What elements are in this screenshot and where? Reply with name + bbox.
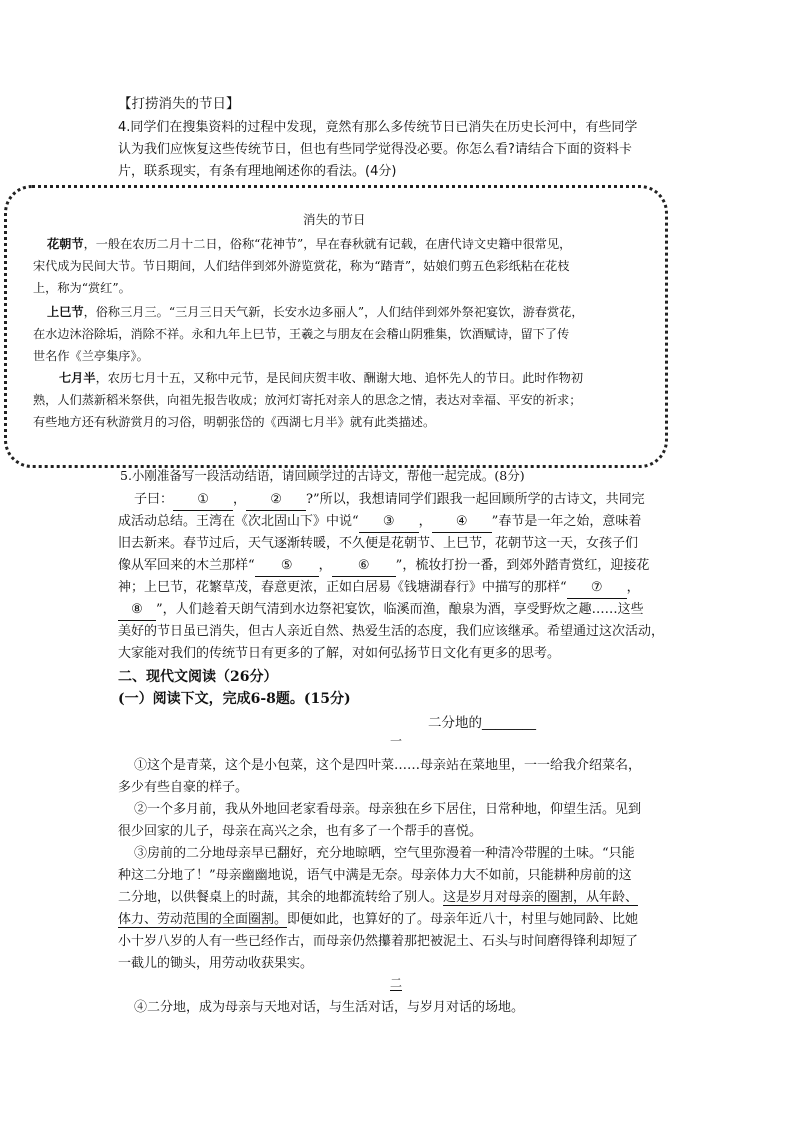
card-p2-line-3: 世名作《兰亭集序》。 xyxy=(33,349,149,363)
section-two-marker xyxy=(390,973,402,994)
card-p2-line-1 xyxy=(47,302,584,322)
underlined-sentence: 这是岁月对母亲的圈割，从年龄、 xyxy=(443,890,639,905)
article-title xyxy=(428,713,536,734)
para2-line-2: 很少回家的儿子，母亲在高兴之余，也有多了一个帮手的喜悦。 xyxy=(118,824,483,839)
para3-line-6: 一截儿的锄头，用劳动收获果实。 xyxy=(118,956,314,971)
card-p2-line-2: 在水边沐浴除垢，消除不祥。永和九年上巳节，王羲之与朋友在会稽山阴雅集，饮酒赋诗，留下了传 xyxy=(33,327,570,341)
q5-text: 成活动总结。王湾在《次北固山下》中说“ xyxy=(118,514,359,529)
part2-subheading: (一）阅读下文，完成6-8题。(15分) xyxy=(118,691,351,707)
blank-6[interactable]: ⑥ xyxy=(332,555,396,577)
q5-text: ”，梳妆打扮一番，到郊外踏青赏红，迎接花 xyxy=(395,558,650,573)
blank-2[interactable]: ② xyxy=(246,489,306,511)
q4-line-3: 片，联系现实，有条有理地阐述你的看法。(4分) xyxy=(118,164,397,179)
card-text: ，一般在农历二月十二日，俗称“花神节”，早在春秋就有记载，在唐代诗文史籍中很常见， xyxy=(83,237,572,251)
q5-line-2 xyxy=(118,511,641,533)
resource-card xyxy=(4,185,668,468)
section-one-marker: 一 xyxy=(390,734,403,748)
section-heading: 【打捞消失的节日】 xyxy=(118,96,240,112)
q5-text: 神；上巳节，花繁草茂，春意更浓，正如白居易《钱塘湖春行》中描写的那样“ xyxy=(118,580,567,595)
card-p1-line-3: 上，称为“赏红”。 xyxy=(33,281,131,295)
q5-text: ， xyxy=(233,492,247,507)
q5-line-7: 美好的节日虽已消失，但古人亲近自然、热爱生活的态度，我们应该继承。希望通过这次活动， xyxy=(118,624,665,639)
para3-text: 二分地，以供餐桌上的时蔬，其余的地都流转给了别人。 xyxy=(118,890,444,905)
q5-text: ， xyxy=(626,580,640,595)
blank-4[interactable]: ④ xyxy=(432,511,492,533)
para1-line-1: ①这个是青菜，这个是小包菜，这个是四叶菜……母亲站在菜地里，一一给我介绍菜名， xyxy=(134,758,642,773)
q5-text: ， xyxy=(418,514,432,529)
article-title-text: 二分地的 xyxy=(428,715,482,731)
para3-line-3 xyxy=(118,887,638,908)
card-text: ，农历七月十五，又称中元节，是民间庆贺丰收、酬谢大地、追怀先人的节日。此时作物初 xyxy=(95,371,584,385)
q5-text: ?”所以，我想请同学们跟我一起回顾所学的古诗文，共同完 xyxy=(306,492,645,507)
q4-line-2: 认为我们应恢复这些传统节日，但也有些同学觉得没必要。你怎么看?请结合下面的资料卡 xyxy=(118,142,632,157)
q5-line-1 xyxy=(134,489,645,511)
q5-text: 子曰： xyxy=(134,492,174,507)
q5-line-4 xyxy=(118,555,649,577)
card-p1-line-1 xyxy=(47,234,571,254)
q5-text: ， xyxy=(318,558,332,573)
q5-partial-line: 5.小刚准备写一段活动结语，请回顾学过的古诗文，帮他一起完成。(8分) xyxy=(120,468,525,483)
para3-line-4 xyxy=(118,909,638,930)
blank-8[interactable]: ⑧ xyxy=(118,599,156,621)
para3-line-1: ③房前的二分地母亲早已翻好，充分地晾晒，空气里弥漫着一种清冷带腥的土味。“只能 xyxy=(134,846,635,861)
card-term-qiyueban: 七月半 xyxy=(59,371,96,385)
para3-line-5: 小十岁八岁的人有一些已经作古，而母亲仍然攥着那把被泥土、石头与时间磨得锋利却短了 xyxy=(118,934,639,949)
para4-line-1: ④二分地，成为母亲与天地对话，与生活对话，与岁月对话的场地。 xyxy=(134,1000,525,1015)
q5-line-8: 大家能对我们的传统节日有更多的了解，对如何弘扬节日文化有更多的思考。 xyxy=(118,646,561,661)
q5-line-5 xyxy=(118,577,640,599)
card-p3-line-2: 熟，人们蒸新稻米祭供，向祖先报告收成；放河灯寄托对亲人的思念之情，表达对幸福、平安的祈求； xyxy=(33,393,582,407)
blank-5[interactable]: ⑤ xyxy=(255,555,319,577)
q5-line-6 xyxy=(118,599,644,621)
para3-text: 即便如此，也算好的了。母亲年近八十，村里与她同龄、比她 xyxy=(287,912,639,927)
q5-text: ”，人们趁着天朗气清到水边祭祀宴饮，临溪而渔，酿泉为酒，享受野炊之趣……这些 xyxy=(156,602,644,617)
blank-1[interactable]: ① xyxy=(173,489,233,511)
card-p1-line-2: 宋代成为民间大节。节日期间，人们结伴到郊外游览赏花，称为“踏青”，姑娘们剪五色彩纸粘在花枝 xyxy=(33,259,570,273)
q5-line-3: 旧去新来。春节过后，天气逐渐转暖，不久便是花朝节、上巳节，花朝节这一天，女孩子们 xyxy=(118,536,639,551)
underlined-sentence: 体力、劳动范围的全面圈割。 xyxy=(118,912,288,927)
card-term-huachao: 花朝节 xyxy=(47,237,84,251)
para1-line-2: 多少有些自豪的样子。 xyxy=(118,780,249,795)
card-term-shangsi: 上巳节 xyxy=(47,305,84,319)
part2-heading: 二、现代文阅读（26分） xyxy=(118,669,278,685)
card-text: ，俗称三月三。“三月三日天气新，长安水边多丽人”，人们结伴到郊外祭祀宴饮，游春赏花， xyxy=(83,305,584,319)
card-p3-line-3: 有些地方还有秋游赏月的习俗，明朝张岱的《西湖七月半》就有此类描述。 xyxy=(33,415,436,429)
blank-7[interactable]: ⑦ xyxy=(567,577,627,599)
section-two-text: 二 xyxy=(390,976,403,990)
q5-text: ”春节是一年之始，意味着 xyxy=(491,514,642,529)
para2-line-1: ②一个多月前，我从外地回老家看母亲。母亲独在乡下居住，日常种地，仰望生活。见到 xyxy=(134,802,642,817)
blank-3[interactable]: ③ xyxy=(359,511,419,533)
card-title: 消失的节日 xyxy=(303,212,366,227)
article-title-blank[interactable]: ________ xyxy=(482,715,536,731)
q4-line-1: 4.同学们在搜集资料的过程中发现，竟然有那么多传统节日已消失在历史长河中，有些同学 xyxy=(118,120,638,135)
card-p3-line-1 xyxy=(59,368,583,388)
q5-text: 像从军回来的木兰那样“ xyxy=(118,558,255,573)
para3-line-2: 种这二分地了！”母亲幽幽地说，语气中满是无奈。母亲体力大不如前，只能耕种房前的这 xyxy=(118,868,632,883)
